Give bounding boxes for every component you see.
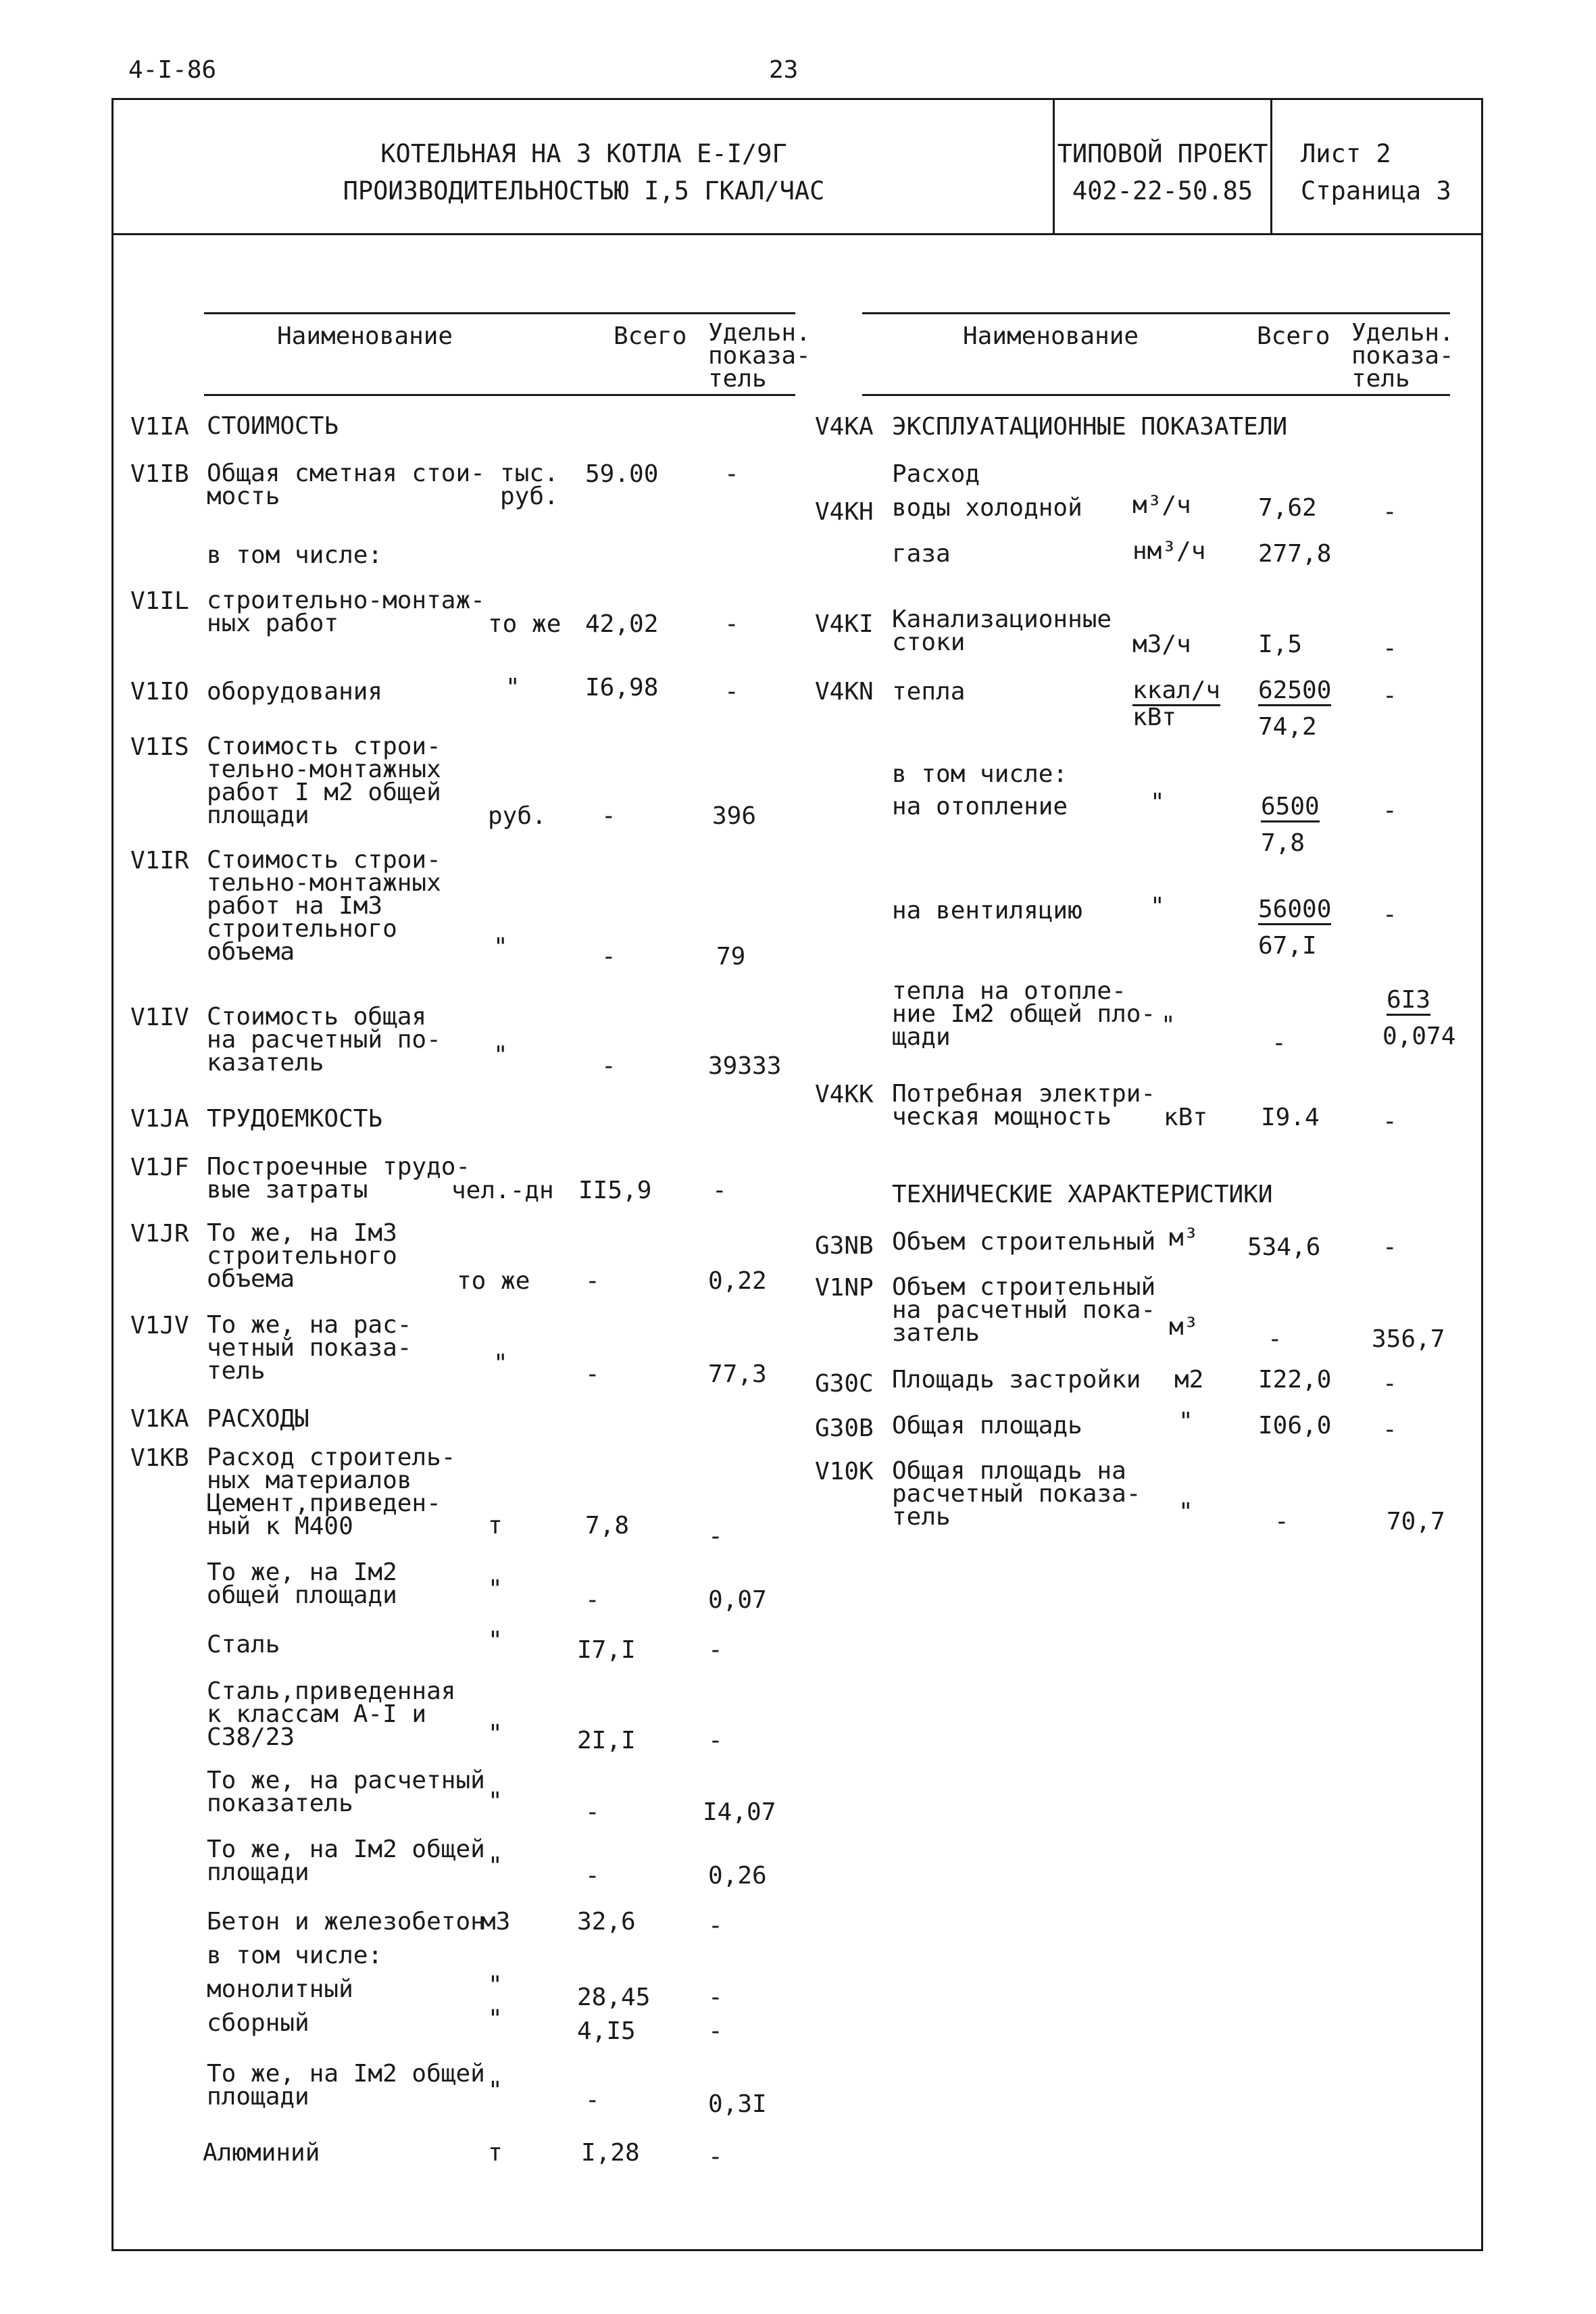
right-col-name: Наименование <box>963 322 1139 350</box>
row-specific: - <box>1382 682 1397 710</box>
row-name: на вентиляцию <box>892 897 1082 925</box>
row-total: 59.00 <box>585 460 659 488</box>
row-name: Объем строительный на расчетный пока- затель <box>892 1273 1156 1347</box>
row-code: V1JR <box>130 1220 189 1248</box>
row-code: V4KA <box>815 413 874 441</box>
row-total: - <box>601 1052 616 1080</box>
row-unit-2: кВт <box>1132 704 1177 731</box>
row-total: - <box>601 802 616 830</box>
row-total-numerator: 56000 <box>1258 897 1331 925</box>
row-name: Общая площадь <box>892 1412 1082 1439</box>
row-name: тепла на отопле- ние Iм2 общей пло- щади <box>892 977 1156 1051</box>
row-specific: - <box>708 2017 723 2045</box>
row-total: 7,8 <box>585 1512 630 1540</box>
row-code: V4KK <box>815 1081 874 1108</box>
row-code: V1NP <box>815 1274 874 1302</box>
row-unit: " <box>1178 1408 1193 1435</box>
row-unit: " <box>488 1971 503 1999</box>
row-unit: м³ <box>1169 1313 1199 1341</box>
row-specific: - <box>1382 635 1397 662</box>
row-unit: " <box>488 1575 503 1603</box>
row-name: Расход <box>892 460 980 488</box>
row-total: I6,98 <box>585 674 659 701</box>
row-total: 7,62 <box>1258 494 1317 522</box>
row-code: V1JF <box>130 1154 189 1181</box>
row-total: 277,8 <box>1258 540 1332 568</box>
row-unit: " <box>493 933 508 961</box>
row-total-numerator: 6500 <box>1261 795 1320 822</box>
row-code: V1KA <box>130 1405 189 1433</box>
row-code: V1IV <box>130 1004 189 1031</box>
row-name: Алюминий <box>203 2139 320 2167</box>
row-unit: " <box>493 1041 508 1069</box>
row-name: Стоимость общая на расчетный по- казатель <box>207 1003 441 1077</box>
left-col-specific: Удельн. показа- тель <box>708 319 811 393</box>
row-name: То же, на Iм2 общей площади <box>207 1558 397 1609</box>
row-specific: 0,07 <box>708 1586 767 1614</box>
row-name: То же, на расчетный показатель <box>207 1767 485 1817</box>
row-name: газа <box>892 540 951 568</box>
row-total: 42,02 <box>585 610 659 638</box>
row-unit: " <box>1150 893 1165 920</box>
row-total-2: 67,I <box>1258 932 1317 960</box>
row-unit: " <box>488 2005 503 2033</box>
row-name: Стоимость строи- тельно-монтажных работ на Iм3 строительного объема <box>207 846 441 966</box>
row-name: Общая сметная стои- мость <box>207 460 485 510</box>
row-unit: м3 <box>481 1908 511 1936</box>
right-header-bottom-rule <box>862 394 1450 396</box>
page-label: Страница 3 <box>1301 176 1451 205</box>
row-code: V1IB <box>130 460 189 488</box>
row-name: Канализационные стоки <box>892 606 1112 656</box>
row-unit: " <box>488 2077 503 2104</box>
row-total: I22,0 <box>1258 1366 1332 1394</box>
row-total: - <box>585 1586 600 1614</box>
row-total: - <box>585 1862 600 1890</box>
row-unit-numerator: ккал/ч <box>1132 679 1220 706</box>
row-unit: " <box>493 1350 508 1377</box>
row-specific: I4,07 <box>703 1798 776 1826</box>
row-total: I9.4 <box>1261 1104 1320 1131</box>
right-col-total: Всего <box>1257 322 1330 350</box>
project-number: 402-22-50.85 <box>1072 176 1253 205</box>
row-total-2: 7,8 <box>1261 829 1305 857</box>
row-total <box>1258 676 1332 706</box>
row-specific: 0,3I <box>708 2090 767 2118</box>
row-unit: " <box>505 674 520 701</box>
row-name: Потребная электри- ческая мощность <box>892 1080 1156 1131</box>
row-specific: - <box>1382 797 1397 824</box>
row-total: I06,0 <box>1258 1412 1332 1439</box>
left-header-bottom-rule <box>204 394 795 396</box>
row-specific: - <box>708 1636 723 1664</box>
row-name: Площадь застройки <box>892 1366 1141 1394</box>
row-unit: кВт <box>1164 1104 1208 1131</box>
row-total: 2I,I <box>577 1727 636 1754</box>
row-specific: - <box>1382 498 1397 526</box>
row-specific <box>1387 988 1430 1016</box>
row-unit: т <box>488 2139 503 2167</box>
row-specific-2: 0,074 <box>1382 1023 1456 1050</box>
row-name: в том числе: <box>892 760 1068 788</box>
row-specific: 77,3 <box>708 1360 767 1388</box>
row-name: Построечные трудо- вые затраты <box>207 1153 471 1204</box>
row-specific: - <box>708 2143 723 2171</box>
row-specific: 356,7 <box>1372 1325 1445 1353</box>
row-code: G30C <box>815 1370 874 1398</box>
row-unit: " <box>488 1788 503 1815</box>
row-unit: тыс. руб. <box>500 460 559 510</box>
title-line-1: КОТЕЛЬНАЯ НА 3 КОТЛА Е-I/9Г <box>380 139 787 168</box>
row-specific: - <box>708 1727 723 1754</box>
row-specific: - <box>708 1912 723 1940</box>
row-code: V1IO <box>130 678 189 706</box>
row-total <box>1261 795 1320 822</box>
row-code: V1IL <box>130 587 189 615</box>
row-total: 28,45 <box>577 1984 651 2011</box>
row-total: I,28 <box>581 2139 640 2167</box>
doc-code: 4-I-86 <box>128 56 217 84</box>
row-name: То же, на рас- четный показа- тель <box>207 1311 412 1385</box>
row-name: Сталь <box>207 1631 280 1658</box>
row-name: То же, на Iм2 общей площади <box>207 1836 485 1886</box>
row-total: - <box>585 1798 600 1826</box>
row-total: - <box>1274 1508 1289 1535</box>
row-name: в том числе: <box>207 1942 383 1969</box>
row-specific: 79 <box>716 943 746 970</box>
row-specific: 396 <box>712 802 757 830</box>
row-code: V1KB <box>130 1444 189 1472</box>
row-code: V1JV <box>130 1312 189 1339</box>
row-specific: - <box>1382 1416 1397 1444</box>
title-block-bottom-rule <box>111 233 1483 235</box>
row-name: Расход строитель- ных материалов Цемент,приведен- ный к М400 <box>207 1444 456 1540</box>
row-unit <box>1132 676 1221 706</box>
row-total: I7,I <box>577 1636 636 1664</box>
row-specific: - <box>708 1984 723 2011</box>
row-total: 534,6 <box>1247 1233 1321 1261</box>
row-total-2: 74,2 <box>1258 713 1317 741</box>
row-total: I,5 <box>1258 631 1303 658</box>
row-specific: 70,7 <box>1387 1508 1445 1535</box>
row-total: - <box>585 1360 600 1388</box>
row-unit: нм³/ч <box>1132 537 1206 565</box>
row-name: сборный <box>207 2009 309 2037</box>
page-number: 23 <box>769 56 799 84</box>
right-col-specific: Удельн. показа- тель <box>1351 319 1454 393</box>
title-block-sheet <box>1301 135 1476 210</box>
row-unit: " <box>1161 1012 1176 1039</box>
row-unit: т <box>488 1512 503 1540</box>
row-specific: 0,26 <box>708 1862 767 1890</box>
title-block-title <box>115 135 1053 210</box>
row-specific: - <box>1382 1233 1397 1261</box>
row-total: - <box>1268 1325 1282 1353</box>
row-unit: м2 <box>1174 1366 1204 1394</box>
row-code: V1IA <box>130 413 189 441</box>
row-specific: - <box>1382 1108 1397 1135</box>
row-name: Стоимость строи- тельно-монтажных работ I м2 общей площади <box>207 733 441 829</box>
sheet-label: Лист 2 <box>1301 139 1391 168</box>
project-label: ТИПОВОЙ ПРОЕКТ <box>1057 139 1268 168</box>
row-unit: то же <box>457 1267 530 1295</box>
row-name: То же, на Iм2 общей площади <box>207 2060 485 2111</box>
row-total: - <box>601 943 616 970</box>
row-unit: м³/ч <box>1132 491 1191 519</box>
row-total: - <box>585 1267 600 1295</box>
row-code: V4KI <box>815 610 874 638</box>
row-specific: - <box>1382 1370 1397 1398</box>
row-name: РАСХОДЫ <box>207 1405 309 1433</box>
row-total: - <box>585 2086 600 2114</box>
row-unit: м3/ч <box>1132 631 1191 658</box>
left-header-top-rule <box>204 312 795 314</box>
row-name: тепла <box>892 678 966 706</box>
row-unit: чел.-дн <box>451 1177 554 1204</box>
row-code: V1IS <box>130 733 189 761</box>
row-unit: " <box>1178 1498 1193 1526</box>
title-block-project <box>1055 135 1270 210</box>
row-specific: - <box>724 610 739 638</box>
row-total: - <box>1272 1029 1287 1057</box>
row-specific: 0,22 <box>708 1267 767 1295</box>
row-name: Бетон и железобетон <box>207 1908 485 1936</box>
row-name: Общая площадь на расчетный показа- тель <box>892 1457 1141 1531</box>
row-name: ЭКСПЛУАТАЦИОННЫЕ ПОКАЗАТЕЛИ <box>892 413 1288 441</box>
row-name: СТОИМОСТЬ <box>207 412 339 440</box>
row-name: строительно-монтаж- ных работ <box>207 587 485 637</box>
row-name: на отопление <box>892 793 1068 820</box>
row-unit: руб. <box>488 802 547 830</box>
row-name: ТРУДОЕМКОСТЬ <box>207 1105 383 1133</box>
row-name: оборудования <box>207 678 383 706</box>
row-specific-numerator: 6I3 <box>1387 988 1430 1016</box>
row-code: V1IR <box>130 847 189 875</box>
row-code: V4KN <box>815 678 874 706</box>
left-col-total: Всего <box>614 322 687 350</box>
row-total: II5,9 <box>578 1177 652 1204</box>
row-name: Объем строительный <box>892 1228 1156 1256</box>
row-total: 32,6 <box>577 1908 636 1936</box>
row-unit: " <box>488 1852 503 1880</box>
row-unit: " <box>1150 789 1165 816</box>
row-unit: " <box>488 1627 503 1654</box>
row-total-numerator: 62500 <box>1258 679 1331 706</box>
row-code: V10K <box>815 1458 874 1485</box>
row-name: в том числе: <box>207 541 383 569</box>
row-total: 4,I5 <box>577 2017 636 2045</box>
row-unit: " <box>488 1720 503 1748</box>
row-specific: - <box>708 1523 723 1550</box>
row-unit: м³ <box>1169 1224 1199 1252</box>
left-col-name: Наименование <box>277 322 453 350</box>
title-line-2: ПРОИЗВОДИТЕЛЬНОСТЬЮ I,5 ГКАЛ/ЧАС <box>343 176 825 205</box>
row-name: То же, на Iм3 строительного объема <box>207 1219 397 1293</box>
row-code: V1JA <box>130 1105 189 1133</box>
row-specific: 39333 <box>708 1052 782 1080</box>
row-code: G3NB <box>815 1232 874 1260</box>
row-code: V4KH <box>815 498 874 526</box>
row-specific: - <box>1382 901 1397 929</box>
row-name: воды холодной <box>892 494 1082 522</box>
right-header-top-rule <box>862 312 1450 314</box>
row-specific: - <box>724 678 739 706</box>
row-name: Сталь,приведенная к классам А-I и С38/23 <box>207 1677 456 1751</box>
row-total <box>1258 897 1331 925</box>
row-specific: - <box>724 460 739 488</box>
row-code: G30B <box>815 1414 874 1442</box>
row-specific: - <box>712 1177 727 1204</box>
row-unit: то же <box>488 610 562 638</box>
row-name: ТЕХНИЧЕСКИЕ ХАРАКТЕРИСТИКИ <box>892 1181 1273 1208</box>
title-block-divider-2 <box>1270 98 1272 235</box>
row-name: монолитный <box>207 1975 353 2003</box>
